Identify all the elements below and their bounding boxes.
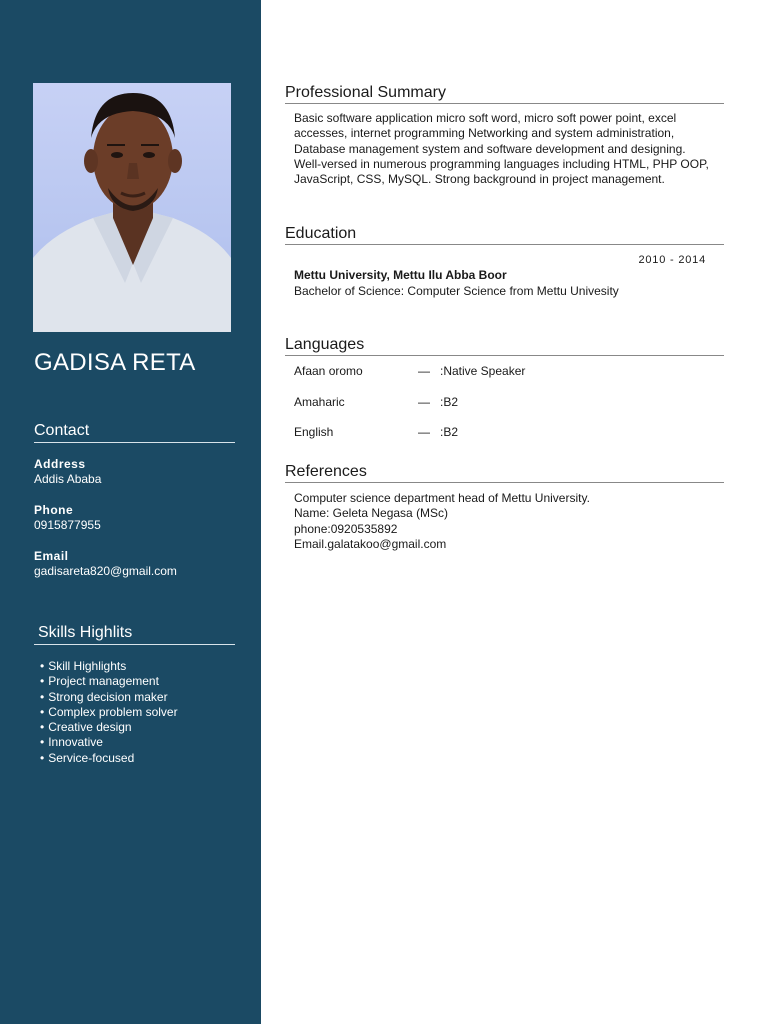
skill-item: • Skill Highlights xyxy=(40,659,178,674)
email-value[interactable]: gadisareta820@gmail.com xyxy=(34,564,177,578)
phone-value: 0915877955 xyxy=(34,518,101,532)
skills-list xyxy=(40,659,178,766)
skill-item: • Service-focused xyxy=(40,751,178,766)
sidebar xyxy=(0,0,261,1024)
skill-item: • Innovative xyxy=(40,735,178,750)
education-dates: 2010 - 2014 xyxy=(638,254,706,266)
education-degree: Bachelor of Science: Computer Science from Mettu Univesity xyxy=(294,284,619,298)
language-dash: — xyxy=(418,364,430,378)
reference-line: phone:0920535892 xyxy=(294,521,398,536)
reference-line: Email.galatakoo@gmail.com xyxy=(294,536,447,551)
language-dash: — xyxy=(418,395,430,409)
skill-item: • Project management xyxy=(40,674,178,689)
references-block xyxy=(294,491,590,552)
contact-email xyxy=(34,549,177,579)
contact-heading: Contact xyxy=(34,422,235,443)
skill-item: • Strong decision maker xyxy=(40,690,178,705)
languages-heading: Languages xyxy=(285,336,724,356)
email-label: Email xyxy=(34,549,69,563)
references-heading: References xyxy=(285,463,724,483)
language-level: :B2 xyxy=(440,425,459,439)
skills-heading: Skills Highlits xyxy=(34,624,235,645)
candidate-name: GADISA RETA xyxy=(34,349,196,376)
education-school: Mettu University, Mettu Ilu Abba Boor xyxy=(294,268,507,282)
skill-item: • Complex problem solver xyxy=(40,705,178,720)
language-row xyxy=(294,425,594,440)
contact-address xyxy=(34,457,101,487)
address-value: Addis Ababa xyxy=(34,472,102,486)
reference-line: Computer science department head of Mettu University. xyxy=(294,491,590,505)
contact-phone xyxy=(34,503,101,533)
language-row xyxy=(294,395,594,410)
skill-item: • Creative design xyxy=(40,720,178,735)
address-label: Address xyxy=(34,457,86,471)
education-heading: Education xyxy=(285,225,724,245)
summary-text: Basic software application micro soft word, micro soft power point, excel accesses, internet programming Networking and system administration, Database management system and software development and designing. Well-versed in numerous programming languages including HTML, PHP OOP, JavaScript, CSS, MySQL. Strong background in project management. xyxy=(294,111,709,187)
language-row xyxy=(294,364,594,379)
profile-photo xyxy=(33,83,231,332)
profile-portrait-illustration xyxy=(33,83,231,332)
language-name: Afaan oromo xyxy=(294,364,363,378)
reference-line: Name: Geleta Negasa (MSc) xyxy=(294,506,449,521)
language-level: :B2 xyxy=(440,395,459,409)
language-name: Amaharic xyxy=(294,395,345,409)
summary-heading: Professional Summary xyxy=(285,84,724,104)
language-dash: — xyxy=(418,425,430,439)
language-level: :Native Speaker xyxy=(440,364,526,378)
phone-label: Phone xyxy=(34,503,74,517)
language-name: English xyxy=(294,425,334,439)
